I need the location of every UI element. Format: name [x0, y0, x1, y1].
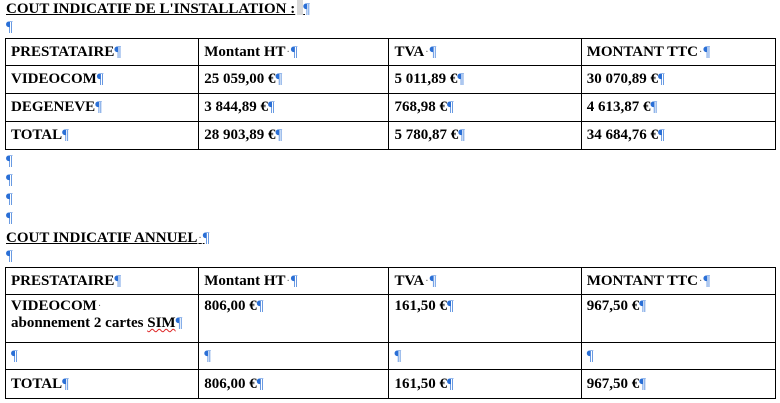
cell-total-ttc: 34 684,76 € [586, 127, 658, 143]
cell-montant-ttc: 4 613,87 € [586, 99, 651, 115]
pilcrow-icon: ¶ [639, 298, 647, 314]
table-cell[interactable] [389, 343, 581, 370]
table-cell[interactable] [581, 94, 775, 122]
pilcrow-icon: ¶ [290, 272, 298, 289]
pilcrow-icon: ¶ [6, 191, 13, 207]
header-prestataire: PRESTATAIRE [11, 43, 115, 60]
pilcrow-icon: ¶ [394, 347, 402, 364]
table-total-row [6, 122, 776, 150]
pilcrow-icon: ¶ [6, 172, 13, 188]
table-row [6, 343, 776, 370]
cell-montant-ht: 806,00 € [204, 298, 257, 314]
table-cell[interactable]: TVA·¶ [389, 39, 581, 66]
table-cell[interactable]: Montant HT·¶ [199, 268, 389, 295]
section1-title [6, 0, 310, 18]
pilcrow-icon: ¶ [6, 210, 13, 226]
pilcrow-icon: ¶ [458, 127, 466, 143]
pilcrow-icon: ¶ [6, 19, 13, 35]
section2-title-text: COUT INDICATIF ANNUEL [6, 230, 198, 246]
pilcrow-icon: ¶ [114, 43, 122, 60]
table-cell[interactable] [6, 343, 199, 370]
pilcrow-icon: ¶ [446, 298, 454, 314]
pilcrow-icon: ¶ [202, 230, 210, 246]
cell-prestataire: VIDEOCOM [11, 298, 97, 314]
pilcrow-icon: ¶ [96, 71, 104, 87]
installation-cost-table[interactable] [5, 38, 776, 150]
header-montant-ht: Montant HT [204, 272, 286, 289]
pilcrow-icon: ¶ [6, 248, 13, 264]
table-cell[interactable] [389, 370, 581, 399]
pilcrow-icon: ¶ [175, 315, 183, 331]
table-cell[interactable] [6, 370, 199, 399]
header-montant-ttc: MONTANT TTC [586, 43, 698, 60]
spelling-error[interactable]: SIM [147, 315, 176, 331]
header-prestataire: PRESTATAIRE [11, 272, 115, 289]
pilcrow-icon: ¶ [429, 272, 437, 289]
cell-prestataire: DEGENEVE [11, 99, 96, 115]
empty-paragraph[interactable] [6, 190, 13, 208]
pilcrow-icon: ¶ [657, 71, 665, 87]
cell-total-label: TOTAL [11, 127, 63, 143]
table-total-row [6, 370, 776, 399]
pilcrow-icon: ¶ [703, 272, 711, 289]
table-cell[interactable] [6, 268, 199, 295]
pilcrow-icon: ¶ [446, 375, 454, 392]
cell-tva: 768,98 € [394, 99, 447, 115]
empty-paragraph[interactable] [6, 247, 13, 265]
pilcrow-icon: ¶ [429, 43, 437, 60]
table-cell[interactable] [199, 295, 389, 343]
table-cell[interactable] [199, 122, 389, 150]
pilcrow-icon: ¶ [62, 375, 69, 392]
table-cell[interactable] [389, 295, 581, 343]
table-cell[interactable] [389, 122, 581, 150]
empty-paragraph[interactable] [6, 18, 13, 36]
cell-tva: 161,50 € [394, 298, 447, 314]
pilcrow-icon: ¶ [650, 99, 658, 115]
cell-montant-ttc: 30 070,89 € [586, 71, 658, 87]
table-cell[interactable]: VIDEOCOM· abonnement 2 cartes SIM¶ [6, 295, 199, 343]
pilcrow-icon: ¶ [290, 43, 298, 60]
cell-montant-ht: 25 059,00 € [204, 71, 276, 87]
pilcrow-icon: ¶ [11, 347, 18, 364]
pilcrow-icon: ¶ [275, 127, 283, 143]
table-cell[interactable] [6, 122, 199, 150]
table-header-row [6, 268, 776, 295]
annual-cost-table[interactable] [5, 267, 776, 399]
table-cell[interactable] [199, 94, 389, 122]
table-row [6, 295, 776, 343]
empty-paragraph[interactable] [6, 152, 13, 170]
pilcrow-icon: ¶ [275, 71, 283, 87]
cell-tva: 5 011,89 € [394, 71, 458, 87]
table-cell[interactable] [6, 39, 199, 66]
table-cell[interactable] [581, 370, 775, 399]
pilcrow-icon: ¶ [95, 99, 102, 115]
cell-prestataire: VIDEOCOM [11, 71, 97, 87]
pilcrow-icon: ¶ [256, 298, 264, 314]
empty-paragraph[interactable] [6, 209, 13, 227]
table-cell[interactable] [199, 66, 389, 94]
pilcrow-icon: ¶ [457, 71, 465, 87]
section2-title: COUT INDICATIF ANNUEL·¶ [6, 230, 210, 246]
pilcrow-icon: ¶ [62, 127, 69, 143]
pilcrow-icon: ¶ [586, 347, 594, 364]
cell-total-ht: 806,00 € [204, 375, 257, 392]
cell-montant-ht: 3 844,89 € [204, 99, 268, 115]
header-tva: TVA [394, 272, 425, 289]
header-montant-ttc: MONTANT TTC [586, 272, 698, 289]
pilcrow-icon: ¶ [204, 347, 212, 364]
section1-title-text: COUT INDICATIF DE L'INSTALLATION : [6, 1, 296, 17]
pilcrow-icon: ¶ [256, 375, 264, 392]
cell-montant-ttc: 967,50 € [586, 298, 640, 314]
table-cell[interactable] [199, 343, 389, 370]
table-cell[interactable]: MONTANT TTC·¶ [581, 268, 775, 295]
cell-prestataire-detail: abonnement 2 cartes [11, 315, 148, 331]
table-cell[interactable] [199, 370, 389, 399]
cell-total-ttc: 967,50 € [586, 375, 640, 392]
table-cell[interactable] [581, 66, 775, 94]
pilcrow-icon: ¶ [657, 127, 665, 143]
pilcrow-icon: ¶ [703, 43, 711, 60]
header-tva: TVA [394, 43, 425, 60]
pilcrow-icon: ¶ [268, 99, 275, 115]
table-cell[interactable] [581, 122, 775, 150]
cell-total-label: TOTAL [11, 375, 63, 392]
cell-total-ht: 28 903,89 € [204, 127, 276, 143]
table-cell[interactable]: MONTANT TTC·¶ [581, 39, 775, 66]
table-cell[interactable] [389, 94, 581, 122]
table-cell[interactable] [389, 66, 581, 94]
table-cell[interactable] [581, 295, 775, 343]
pilcrow-icon: ¶ [6, 153, 13, 169]
pilcrow-icon: ¶ [303, 1, 311, 17]
table-header-row [6, 39, 776, 66]
empty-paragraph[interactable] [6, 171, 13, 189]
cell-total-tva: 5 780,87 € [394, 127, 459, 143]
table-cell[interactable] [6, 66, 199, 94]
header-montant-ht: Montant HT [204, 43, 286, 60]
pilcrow-icon: ¶ [114, 272, 122, 289]
table-cell[interactable] [6, 94, 199, 122]
table-cell[interactable]: Montant HT·¶ [199, 39, 389, 66]
pilcrow-icon: ¶ [639, 375, 647, 392]
table-cell[interactable] [581, 343, 775, 370]
pilcrow-icon: ¶ [446, 99, 454, 115]
table-row [6, 66, 776, 94]
table-cell[interactable]: TVA·¶ [389, 268, 581, 295]
table-row [6, 94, 776, 122]
cell-total-tva: 161,50 € [394, 375, 447, 392]
